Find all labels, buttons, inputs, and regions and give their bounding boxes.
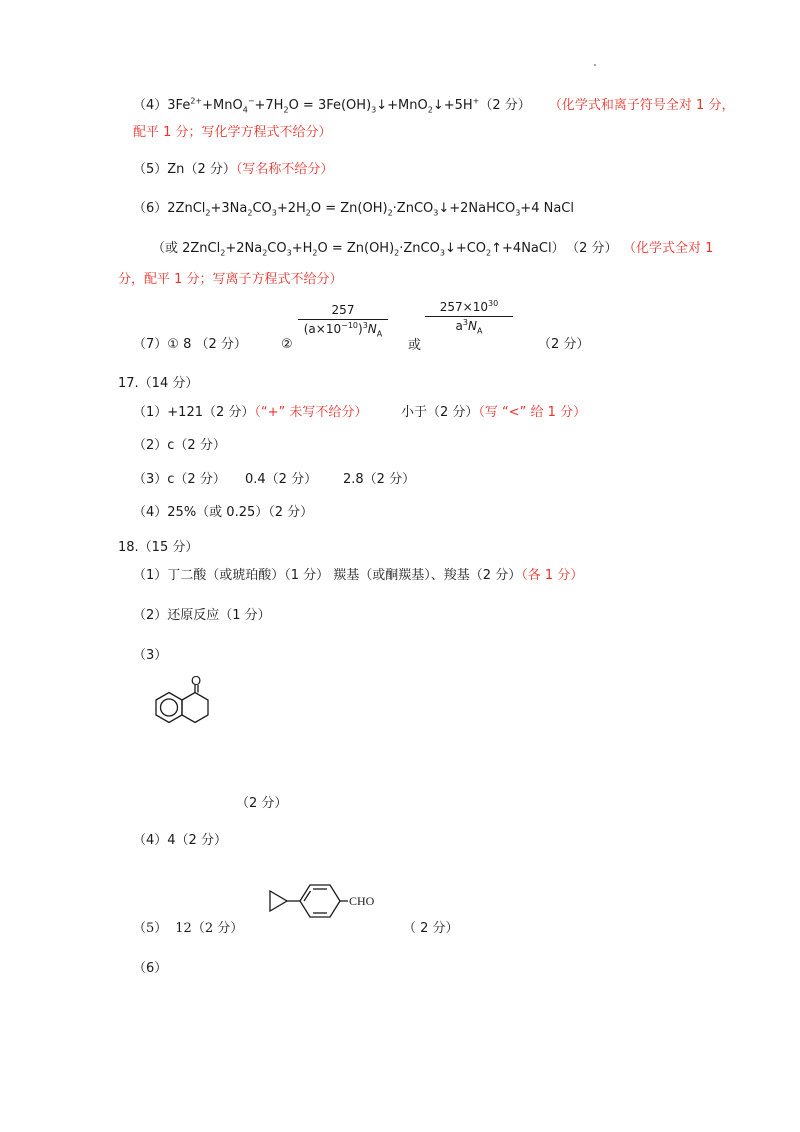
oxygen-label: O <box>191 673 202 688</box>
q16-item5-note: （写名称不给分） <box>235 162 334 177</box>
q17-heading: 17.（14 分） <box>118 376 199 391</box>
q17-item4: （4）25%（或 0.25）（2 分） <box>133 505 314 520</box>
q16-item6-eq: $(6)2ZnCl_2+3Na_2CO_3+2H_2O$ = $Zn(OH)_2\cdot ZnCO_3↓+2NaHCO_3+4$ NaCl <box>133 201 574 218</box>
q16-item4-note-cont: 配平 1 分；写化学方程式不给分） <box>133 125 332 140</box>
aldehyde-label: CHO <box>349 894 375 908</box>
q16-item6-note: （化学式全对 1 <box>629 241 714 256</box>
page-speck <box>594 64 596 66</box>
q16-item7: （7）① 8 （2 分） <box>133 337 247 352</box>
q17-item1-note2: （写 “<” 给 1 分） <box>478 405 587 420</box>
fraction-2-bar <box>425 316 513 317</box>
fraction-2 <box>425 299 513 336</box>
fraction-1-denominator: $(a\times 10^{-10})^3N_A$ <box>303 321 383 339</box>
fraction-2-numerator: $257\times 10^{30}$ <box>439 299 499 314</box>
fraction-2-denominator: $a^3N_A$ <box>455 318 483 336</box>
cyclopropyl-benzaldehyde-structure <box>266 880 386 920</box>
tetralone-structure <box>148 675 248 755</box>
cyclohexanone-ring <box>182 693 208 723</box>
q18-item2: （2）还原反应（1 分） <box>133 608 271 623</box>
q17-item3-a: （3）c（2 分） <box>133 472 226 487</box>
q18-item5-score: （ 2 分） <box>403 921 459 936</box>
q16-item6-alt: （或 $2ZnCl_2+2Na_2CO_3+H_2O$ = $Zn(OH)_2\cdot ZnCO_3↓+CO_2↑+4NaCl$） （2 分） （化学式全对 1 <box>152 241 714 258</box>
q16-item4-note: （化学式和离子符号全对 1 分， <box>548 98 735 113</box>
q18-item5: （5） 12（2 分） <box>133 921 244 936</box>
benzene-ring-2 <box>300 885 340 917</box>
q18-item6: （6） <box>133 961 168 976</box>
q16-item7-score: （2 分） <box>538 337 590 352</box>
q17-item1: （1）+121（2 分）（“+” 未写不给分） <box>133 405 368 420</box>
q18-item3-num: （3） <box>133 648 168 663</box>
q17-item3-b: 0.4（2 分） <box>245 472 318 487</box>
q18-item3-score: （2 分） <box>236 796 288 811</box>
cyclopropane-ring <box>270 891 287 911</box>
q16-item4-line1: $(4)3Fe^{2+}+MnO_4^-+7H_2O$ = $3Fe(OH)_3↓+MnO_2↓+5H^+(2$ 分） （化学式和离子符号全对 1 分， <box>133 96 735 115</box>
fraction-1-bar <box>298 319 388 320</box>
q16-item5: （5）Zn（2 分）（写名称不给分） <box>133 162 334 177</box>
q17-item2: （2）c（2 分） <box>133 438 226 453</box>
q17-item1-note1: （“+” 未写不给分） <box>254 405 368 420</box>
q18-item1-note: （各 1 分） <box>521 568 584 583</box>
or-text: 或 <box>408 338 422 353</box>
q18-item1: （1）丁二酸（或琥珀酸）（1 分） 羰基（或酮羰基）、羧基（2 分）（各 1 分） <box>133 568 584 583</box>
fraction-1-numerator: 257 <box>331 303 355 317</box>
aromatic-circle <box>161 699 178 716</box>
q18-heading: 18.（15 分） <box>118 540 199 555</box>
q17-item3-c: 2.8（2 分） <box>343 472 416 487</box>
q17-item1-part2: 小于（2 分）（写 “<” 给 1 分） <box>401 405 587 420</box>
q16-item6-note-cont: 分，配平 1 分；写离子方程式不给分） <box>118 272 343 287</box>
q18-item4: （4）4（2 分） <box>133 833 227 848</box>
q16-item7-part2: ② <box>281 337 293 352</box>
fraction-1 <box>298 303 388 339</box>
